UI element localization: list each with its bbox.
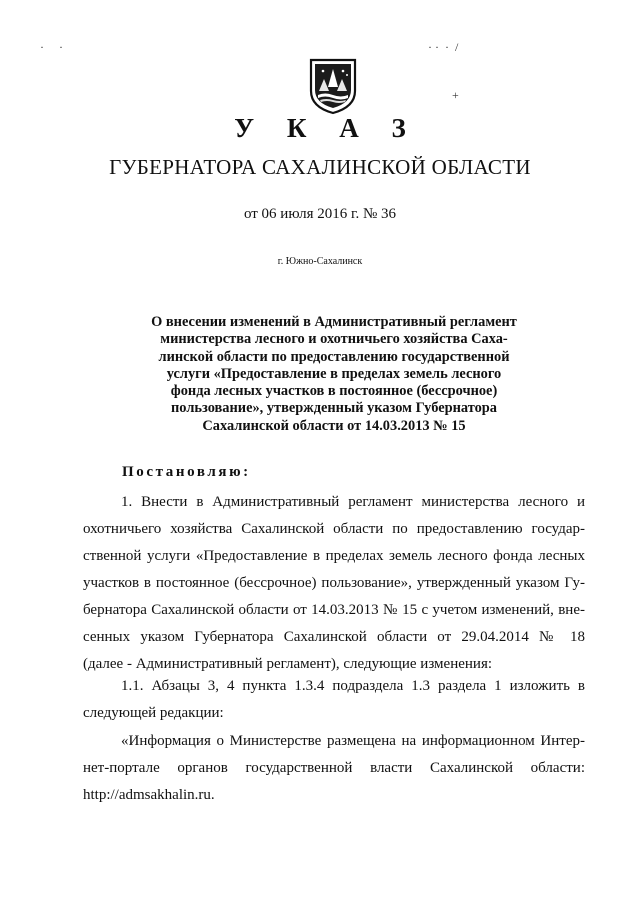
- subject-line: О внесении изменений в Административный регламент: [151, 314, 517, 330]
- paragraph-line: бернатора Сахалинской области от 14.03.2013 № 15 с учетом изменений, вне-: [83, 602, 585, 618]
- portal-url-text: http://admsakhalin.ru.: [83, 787, 215, 803]
- decree-city: г. Южно-Сахалинск: [277, 256, 363, 267]
- scan-mark-left: · ·: [40, 40, 63, 54]
- paragraph-line: следующей редакции:: [83, 705, 224, 721]
- paragraph-1: [83, 489, 585, 678]
- decree-date-number: от 06 июля 2016 г. № 36: [243, 206, 397, 222]
- paragraph-line: 1. Внести в Административный регламент министерства лесного и: [121, 494, 585, 510]
- postanovlyayu-heading: Постановляю:: [122, 464, 251, 480]
- subject-line: Сахалинской области от 14.03.2013 № 15: [202, 417, 466, 434]
- paragraph-line: охотничьего хозяйства Сахалинской области по предоставлению государ-: [83, 521, 585, 537]
- paragraph-line: участков в постоянное (бессрочное) пользование», утвержденный указом Гу-: [83, 575, 585, 591]
- paragraph-line: 1.1. Абзацы 3, 4 пункта 1.3.4 подраздела 1.3 раздела 1 изложить в: [121, 678, 585, 694]
- scan-mark-right: · · · /: [428, 40, 459, 54]
- paragraph-quote: [83, 728, 585, 809]
- subject-line: пользование», утвержденный указом Губернатора: [171, 400, 497, 417]
- subject-line: услуги «Предоставление в пределах земель лесного: [166, 365, 502, 382]
- subject-line: линской области по предоставлению государственной: [158, 348, 510, 365]
- decree-title: У К А З: [234, 113, 419, 143]
- paragraph-line: (далее - Административный регламент), следующие изменения:: [83, 656, 493, 672]
- decree-subtitle: ГУБЕРНАТОРА САХАЛИНСКОЙ ОБЛАСТИ: [109, 155, 531, 179]
- paragraph-line: нет-портале органов государственной власти Сахалинской области:: [83, 760, 585, 776]
- coat-of-arms-emblem: [307, 57, 359, 115]
- scan-mark-cross: +: [452, 88, 459, 102]
- paragraph-line: ственной услуги «Предоставление в пределах земель лесного фонда лесных: [83, 548, 585, 564]
- paragraph-line: «Информация о Министерстве размещена на информационном Интер-: [121, 733, 585, 749]
- subject-line: министерства лесного и охотничьего хозяйства Саха-: [160, 331, 508, 348]
- paragraph-1-1: [83, 673, 585, 727]
- decree-subject: [120, 314, 548, 435]
- subject-line: фонда лесных участков в постоянное (бессрочное): [170, 383, 498, 400]
- paragraph-line: сенных указом Губернатора Сахалинской области от 29.04.2014 № 18: [83, 629, 585, 645]
